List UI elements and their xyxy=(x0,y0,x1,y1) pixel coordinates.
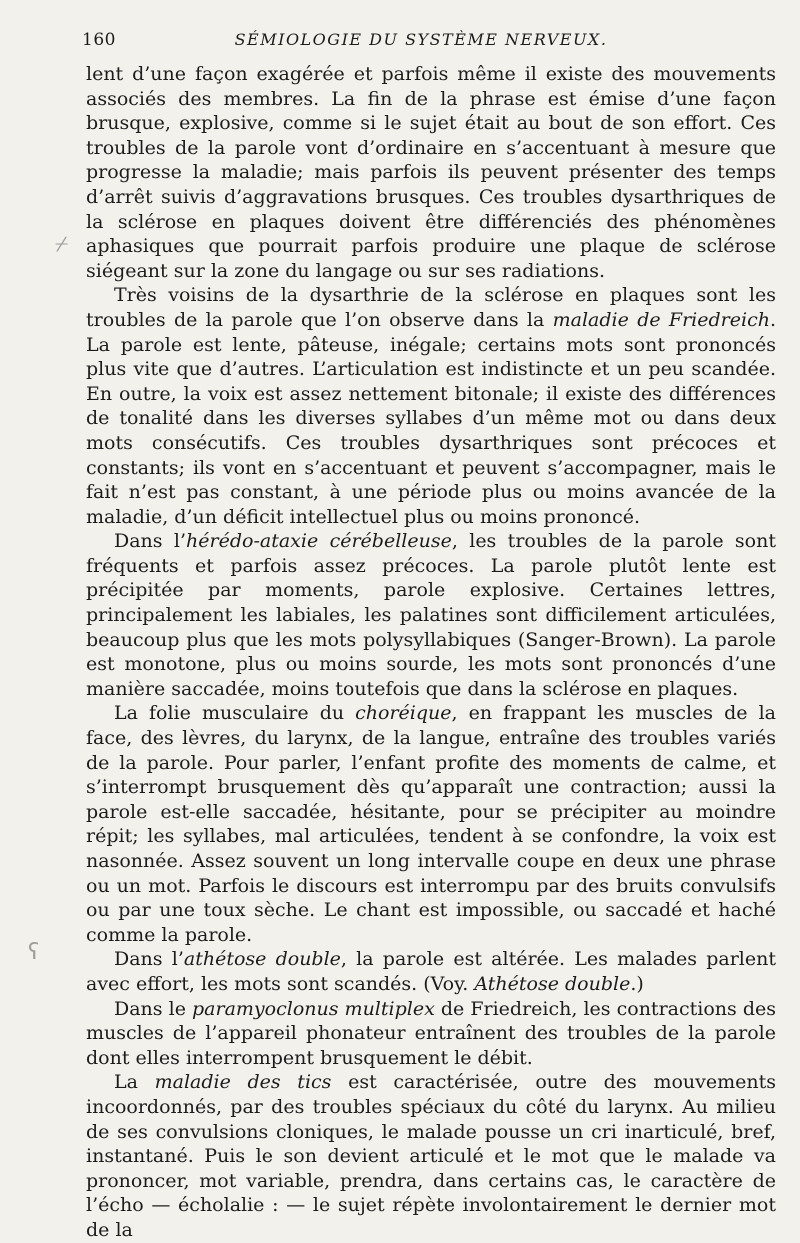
margin-pencil-mark: ⌿ xyxy=(55,232,69,257)
paragraph-1: lent d’une façon exagérée et parfois même il existe des mouvements associés des membres. La fin de la phrase est émise d’une façon brusque, explosive, comme si le sujet était au bout de son effort. Ces troubles de la parole vont d’ordinaire en s’accentuant à mesure que progresse la maladie; mais parfois ils peuvent présenter des temps d’arrêt suivis d’aggravations brusques. Ces troubles dysarthriques de la sclérose en plaques doivent être différenciés des phénomènes aphasiques que pourrait parfois produire une plaque de sclérose siégeant sur la zone du langage ou sur ses radiations. xyxy=(86,63,776,282)
paragraph-4: La folie musculaire du choréique, en frappant les muscles de la face, des lèvres, du larynx, de la langue, entraîne des troubles variés de la parole. Pour parler, l’enfant profite des moments de calme, et s’interrompt brusquement dès qu’apparaît une contraction; aussi la parole est-elle saccadée, hésitante, pour se précipiter au moindre répit; les syllabes, mal articulées, tendent à se confondre, la voix est nasonnée. Assez souvent un long intervalle coupe en deux une phrase ou un mot. Parfois le discours est interrompu par des bruits convulsifs ou par une toux sèche. Le chant est impossible, ou saccadé et haché comme la parole. xyxy=(86,702,776,946)
paragraph-7: La maladie des tics est caractérisée, outre des mouvements incoordonnés, par des troubles spéciaux du côté du larynx. Au milieu de ses convulsions cloniques, le malade pousse un cri inarticulé, bref, instantané. Puis le son devient articulé et le mot que le malade va prononcer, mot variable, prendra, dans certains cas, le caractère de l’écho — écholalie : — le sujet répète involontairement le dernier mot de la xyxy=(86,1071,777,1241)
paragraph-3: Dans l’hérédo-ataxie cérébelleuse, les troubles de la parole sont fréquents et parfois assez précoces. La parole plutôt lente est précipitée par moments, parole explosive. Certaines lettres, principalement les labiales, les palatines sont difficilement articulées, beaucoup plus que les mots polysyllabiques (Sanger-Brown). La parole est monotone, plus ou moins sourde, les mots sont prononcés d’une manière saccadée, moins toutefois que dans la sclérose en plaques. xyxy=(86,530,776,700)
paragraph-5: Dans l’athétose double, la parole est altérée. Les malades parlent avec effort, les mots sont scandés. (Voy. Athétose double.) xyxy=(86,948,776,995)
running-title: SÉMIOLOGIE DU SYSTÈME NERVEUX. xyxy=(234,30,608,49)
paragraph-2: Très voisins de la dysarthrie de la sclérose en plaques sont les troubles de la parole que l’on observe dans la maladie de Friedreich. La parole est lente, pâteuse, inégale; certains mots sont prononcés plus vite que d’autres. L’articulation est indistincte et un peu scandée. En outre, la voix est assez nettement bitonale; il existe des différences de tonalité dans les diverses syllabes d’un même mot ou dans deux mots consécutifs. Ces troubles dysarthriques sont précoces et constants; ils vont en s’accentuant et peuvent s’accompagner, mais le fait n’est pas constant, à une période plus ou moins avancée de la maladie, d’un déficit intellectuel plus ou moins prononcé. xyxy=(86,284,776,528)
paragraph-6: Dans le paramyoclonus multiplex de Friedreich, les contractions des muscles de l’appareil phonateur entraînent des troubles de la parole dont elles interrompent brusquement le débit. xyxy=(86,997,776,1069)
body-text xyxy=(86,62,776,1243)
page-header xyxy=(82,30,760,60)
page-number: 160 xyxy=(82,30,116,50)
margin-pencil-mark-2: ʕ xyxy=(28,940,40,965)
